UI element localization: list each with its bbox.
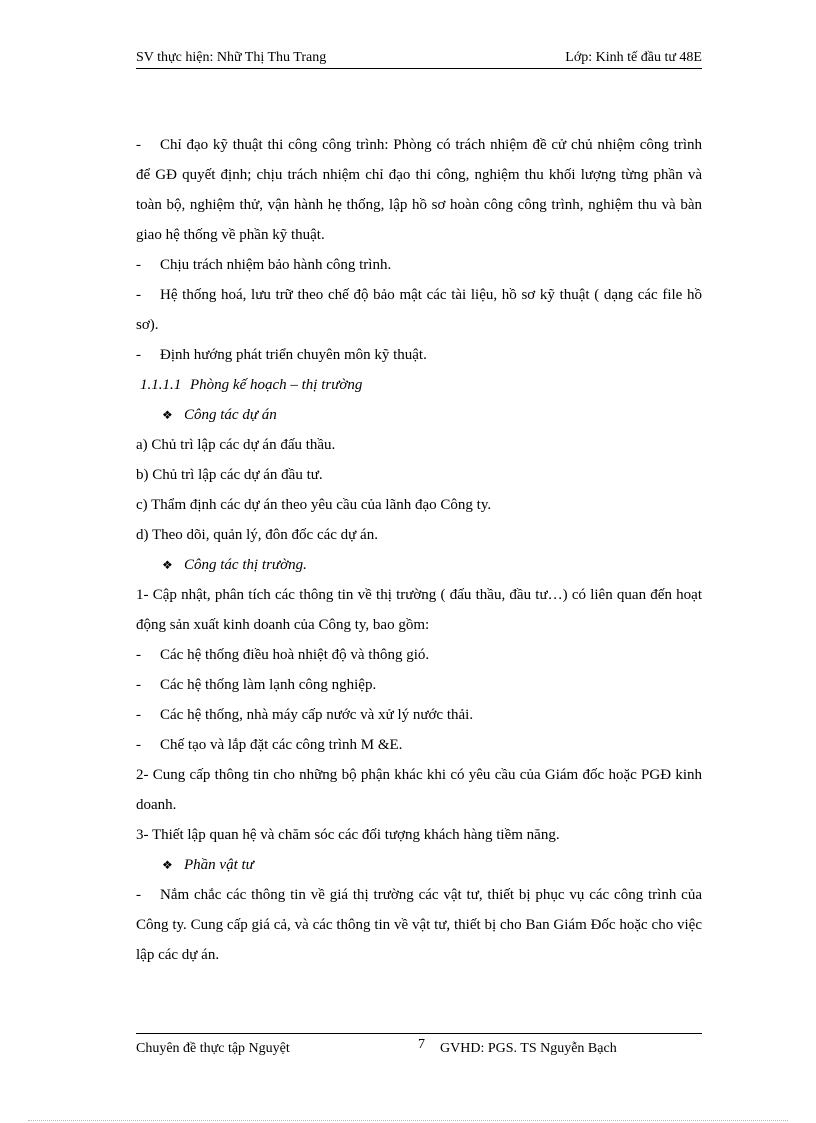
paragraph-text: Hệ thống hoá, lưu trữ theo chế độ bảo mật các tài liệu, hồ sơ kỹ thuật ( dạng các file hồ sơ). (136, 287, 702, 333)
diamond-bullet-icon: ❖ (162, 408, 173, 422)
list-item-b: b) Chủ trì lập các dự án đầu tư. (136, 467, 323, 483)
numbered-item-3: 3- Thiết lập quan hệ và chăm sóc các đối tượng khách hàng tiềm năng. (136, 827, 560, 843)
footer-divider (136, 1033, 702, 1034)
bullet-text: Công tác thị trường. (184, 557, 307, 573)
diamond-bullet-icon: ❖ (162, 858, 173, 872)
dash-marker: - (136, 287, 141, 303)
numbered-item-2: 2- Cung cấp thông tin cho những bộ phận khác khi có yêu cầu của Giám đốc hoặc PGĐ kinh doanh. (136, 767, 702, 813)
list-item (136, 670, 702, 700)
dash-marker: - (136, 647, 141, 663)
bullet-text: Công tác dự án (184, 407, 277, 423)
dash-marker: - (136, 887, 141, 903)
list-item-text: Các hệ thống điều hoà nhiệt độ và thông gió. (160, 647, 430, 663)
dash-marker: - (136, 137, 141, 153)
dash-marker: - (136, 677, 141, 693)
dash-marker: - (136, 257, 141, 273)
paragraph-technical-direction (136, 130, 702, 250)
section-number: 1.1.1.1 (140, 377, 182, 393)
list-item (136, 730, 702, 760)
page-body (136, 130, 702, 970)
paragraph-warranty (136, 250, 702, 280)
bullet-heading-materials (162, 850, 702, 880)
dash-marker: - (136, 347, 141, 363)
list-item (136, 700, 702, 730)
paragraph-archiving (136, 280, 702, 340)
list-item-text: Chế tạo và lắp đặt các công trình M &E. (160, 737, 403, 753)
dash-marker: - (136, 707, 141, 723)
paragraph-text: Chịu trách nhiệm bảo hành công trình. (160, 257, 392, 273)
page-number: 7 (418, 1037, 425, 1052)
header-class: Lớp: Kinh tế đầu tư 48E (565, 50, 702, 65)
page-bottom-dotted-divider (28, 1120, 788, 1121)
section-title: Phòng kế hoạch – thị trường (190, 377, 363, 393)
paragraph-orientation (136, 340, 702, 370)
dash-marker: - (136, 737, 141, 753)
header-student: SV thực hiện: Nhữ Thị Thu Trang (136, 50, 327, 65)
footer-advisor: GVHD: PGS. TS Nguyễn Bạch (440, 1041, 617, 1056)
bullet-heading-projects (162, 400, 702, 430)
bullet-heading-market (162, 550, 702, 580)
list-item-c: c) Thẩm định các dự án theo yêu cầu của lãnh đạo Công ty. (136, 497, 492, 513)
numbered-item-1: 1- Cập nhật, phân tích các thông tin về thị trường ( đấu thầu, đầu tư…) có liên quan đến hoạt động sản xuất kinh doanh của Công ty, bao gồm: (136, 587, 702, 633)
page-header (136, 50, 702, 69)
paragraph-text: Định hướng phát triển chuyên môn kỹ thuật. (160, 347, 427, 363)
section-heading (140, 370, 702, 400)
footer-thesis-label: Chuyên đề thực tập Nguyệt (136, 1041, 290, 1056)
diamond-bullet-icon: ❖ (162, 558, 173, 572)
paragraph-text: Nắm chắc các thông tin về giá thị trường các vật tư, thiết bị phục vụ các công trình của Công ty. Cung cấp giá cả, và các thông tin về vật tư, thiết bị cho Ban Giám Đốc hoặc cho việc lập các dự án. (136, 887, 702, 963)
list-item-a: a) Chủ trì lập các dự án đấu thầu. (136, 437, 336, 453)
list-item-d: d) Theo dõi, quản lý, đôn đốc các dự án. (136, 527, 378, 543)
paragraph-materials (136, 880, 702, 970)
list-item (136, 640, 702, 670)
bullet-text: Phần vật tư (184, 857, 254, 873)
list-item-text: Các hệ thống, nhà máy cấp nước và xử lý nước thải. (160, 707, 474, 723)
paragraph-text: Chỉ đạo kỹ thuật thi công công trình: Phòng có trách nhiệm đề cử chủ nhiệm công trình để GĐ quyết định; chịu trách nhiệm chỉ đạo thi công, nghiệm thu khối lượng từng phần và toàn bộ, nghiệm thử, vận hành hẹ thống, lập hồ sơ hoàn công công trình, nghiệm thu và bàn giao hệ thống về phần kỹ thuật. (136, 137, 702, 243)
list-item-text: Các hệ thống làm lạnh công nghiệp. (160, 677, 377, 693)
